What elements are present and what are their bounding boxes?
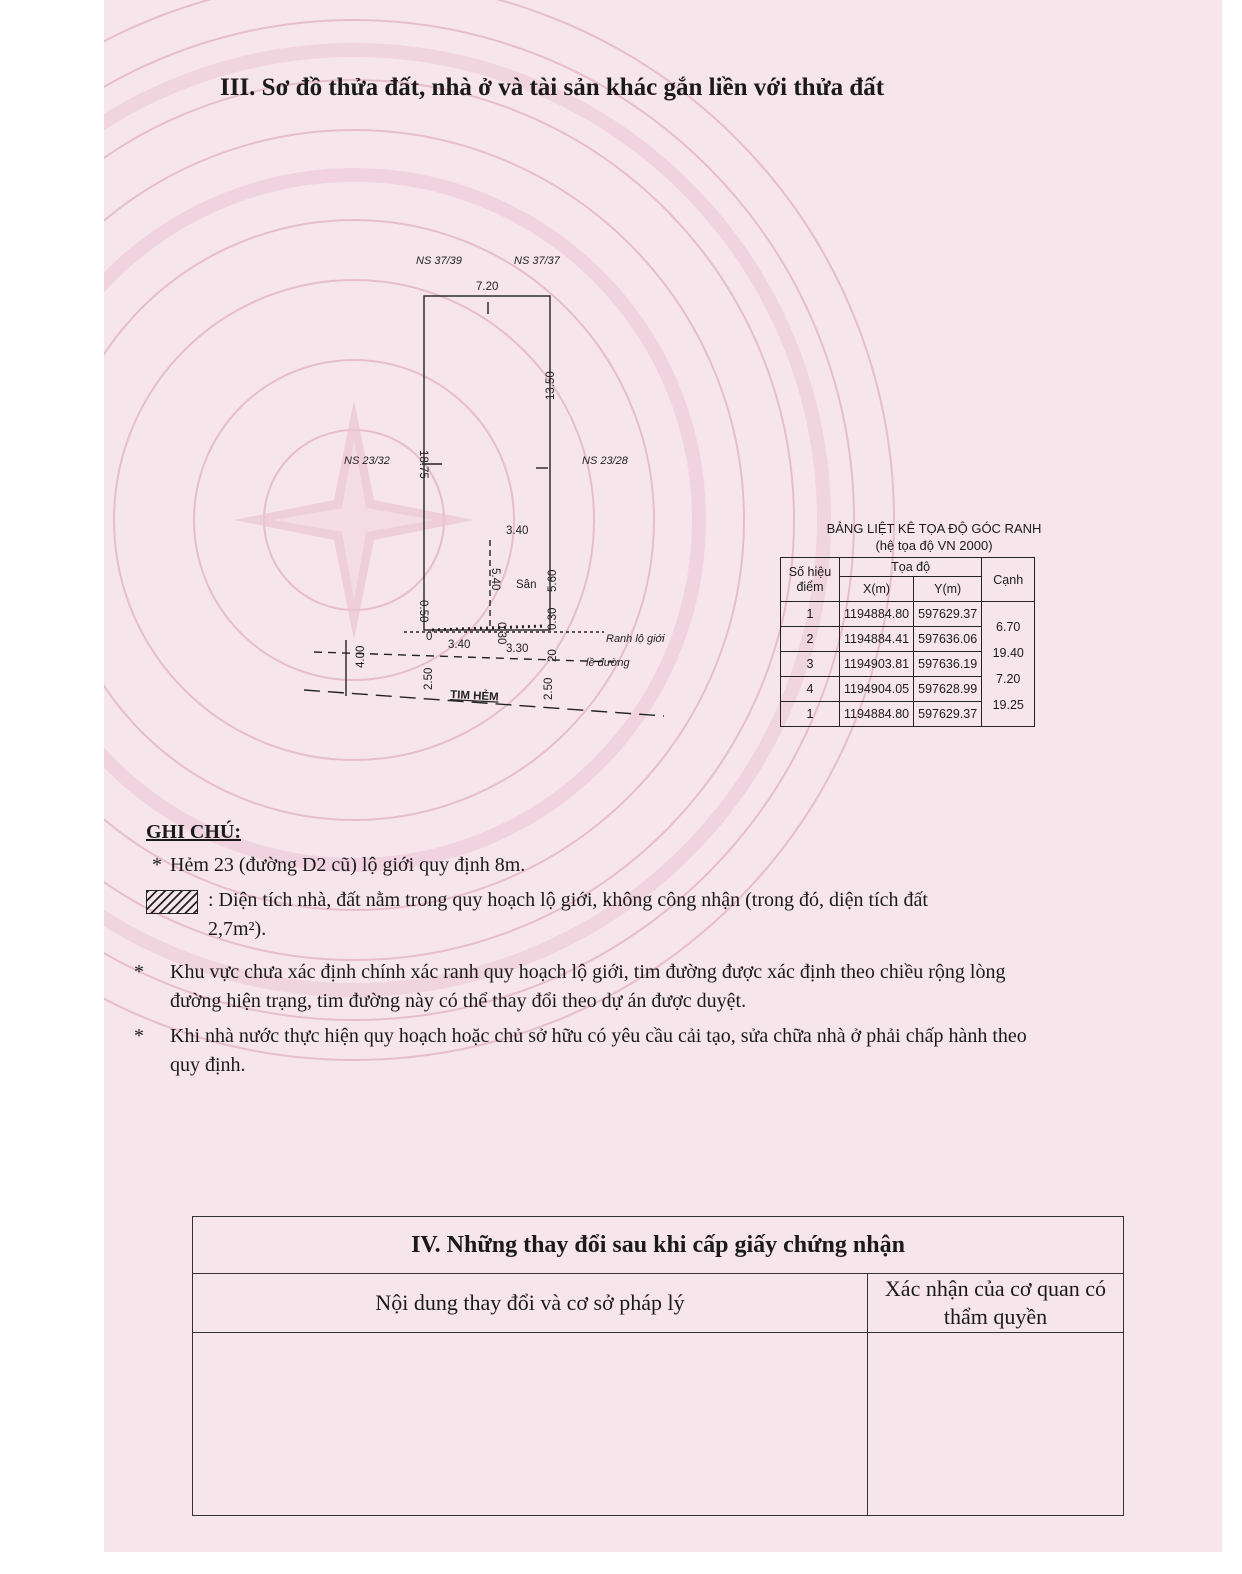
note-4-text: Khi nhà nước thực hiện quy hoạch hoặc chủ sở hữu có yêu cầu cải tạo, sửa chữa nhà ở phải chấp hành theo quy định.	[170, 1025, 1027, 1076]
dim-yard-depth: 5.40	[489, 568, 501, 591]
point-id: 2	[781, 627, 840, 652]
yard-label: Sân	[516, 579, 537, 591]
dim-right-setback: 0.30	[547, 607, 559, 630]
note-3	[134, 958, 1040, 1016]
x-value: 1194884.41	[840, 627, 914, 652]
note-1	[146, 851, 1046, 880]
col-point: Số hiệu điểm	[781, 558, 840, 602]
changes-table	[192, 1216, 1124, 1516]
authority-confirmation-cell	[868, 1333, 1124, 1516]
neighbor-top-right: NS 37/37	[514, 255, 560, 267]
edge-value: 19.25	[992, 698, 1024, 712]
section-3-title: III. Sơ đồ thửa đất, nhà ở và tài sản khác gắn liền với thửa đất	[220, 74, 885, 101]
coord-table-heading: BẢNG LIỆT KÊ TỌA ĐỘ GÓC RANH	[826, 521, 1042, 536]
bullet-star: *	[134, 1025, 144, 1047]
hatch-legend-icon	[146, 890, 198, 914]
y-value: 597636.19	[914, 652, 982, 677]
dim-road-half-left: 2.50	[423, 667, 435, 690]
note-1-text: Hẻm 23 (đường D2 cũ) lộ giới quy định 8m.	[170, 854, 526, 876]
point-id: 3	[781, 652, 840, 677]
dim-yard-right: 5.60	[547, 569, 559, 592]
col-coord: Tọa độ	[840, 558, 982, 577]
note-3-text: Khu vực chưa xác định chính xác ranh quy hoạch lộ giới, tim đường được xác định theo chiều rộng lòng đường hiện trạng, tim đường này có thể thay đổi theo dự án được duyệt.	[170, 961, 1006, 1012]
coord-table-title	[798, 520, 1070, 554]
dim-right-length: 13.50	[545, 371, 557, 400]
neighbor-left: NS 23/32	[344, 455, 390, 467]
edge-value: 7.20	[996, 672, 1021, 686]
dim-yard-width: 3.40	[506, 525, 529, 537]
x-value: 1194903.81	[840, 652, 914, 677]
y-value: 597629.37	[914, 602, 982, 627]
section-4-title: IV. Những thay đổi sau khi cấp giấy chứng nhận	[193, 1217, 1124, 1274]
dim-mid-setback: 0.30	[495, 622, 507, 645]
dim-road-half-right: 2.50	[543, 677, 555, 700]
dim-left-setback: 0.50	[417, 600, 429, 623]
edge-value: 6.70	[996, 620, 1021, 634]
table-row	[781, 602, 1035, 627]
dim-bottom-left: 3.40	[448, 639, 471, 651]
y-value: 597636.06	[914, 627, 982, 652]
point-id: 1	[781, 702, 840, 727]
x-value: 1194904.05	[840, 677, 914, 702]
dim-edge-mark: 20	[547, 649, 559, 662]
notes-title: GHI CHÚ:	[146, 821, 241, 843]
edge-cell	[982, 602, 1035, 727]
note-2-text: : Diện tích nhà, đất nằm trong quy hoạch lộ giới, không công nhận (trong đó, diện tích đất 2,7m²).	[208, 889, 928, 940]
dim-road-width: 4.00	[355, 645, 367, 668]
note-2	[146, 886, 1046, 944]
dim-bottom-right: 3.30	[506, 643, 529, 655]
dim-left-length: 18.75	[417, 450, 429, 479]
y-value: 597629.37	[914, 702, 982, 727]
x-value: 1194884.80	[840, 602, 914, 627]
neighbor-top-left: NS 37/39	[416, 255, 462, 267]
col-y: Y(m)	[914, 577, 982, 602]
x-value: 1194884.80	[840, 702, 914, 727]
neighbor-right: NS 23/28	[582, 455, 628, 467]
land-plot-diagram	[304, 250, 724, 730]
certificate-page	[104, 0, 1222, 1552]
coordinate-table	[780, 557, 1035, 727]
point-id: 1	[781, 602, 840, 627]
road-centre-label: TIM HẺM	[449, 689, 499, 704]
bullet-star: *	[134, 961, 144, 983]
change-content-cell	[193, 1333, 868, 1516]
col-x: X(m)	[840, 577, 914, 602]
le-label: lề đường	[586, 657, 630, 669]
point-id: 4	[781, 677, 840, 702]
note-4	[134, 1022, 1040, 1080]
dim-left-setback-b: 0	[426, 631, 433, 643]
bullet-star: *	[152, 854, 162, 876]
edge-value: 19.40	[992, 646, 1024, 660]
col-authority-confirmation: Xác nhận của cơ quan có thẩm quyền	[868, 1274, 1124, 1333]
coord-table-subtitle: (hệ tọa độ VN 2000)	[875, 538, 993, 553]
ranh-label: Ranh lộ giới	[606, 633, 665, 645]
notes-section	[134, 818, 1046, 1086]
col-edge: Cạnh	[982, 558, 1035, 602]
col-change-content: Nội dung thay đổi và cơ sở pháp lý	[193, 1274, 868, 1333]
dim-top-width: 7.20	[476, 281, 499, 293]
y-value: 597628.99	[914, 677, 982, 702]
